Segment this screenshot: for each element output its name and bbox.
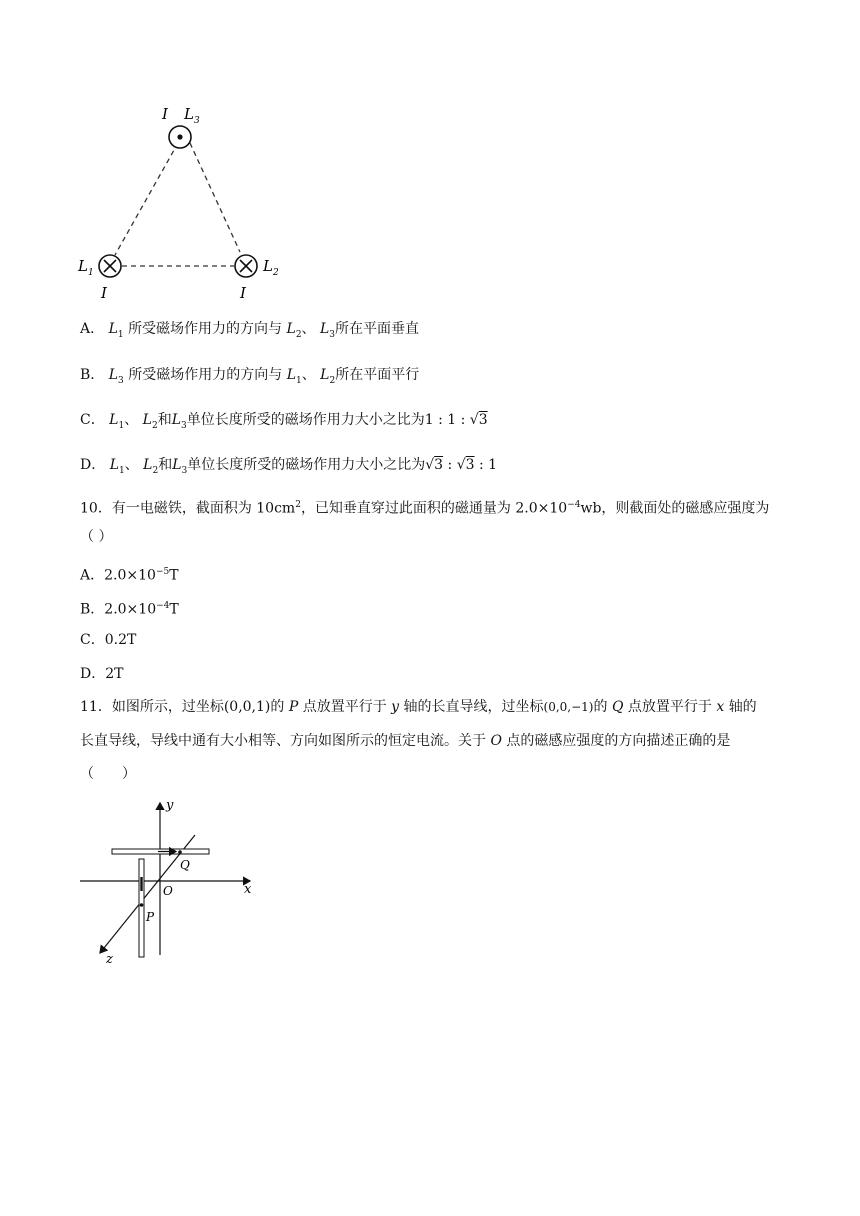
wire-p-vertical: [139, 859, 144, 957]
label-x: x: [244, 882, 252, 897]
q11-stem-line2: 长直导线，导线中通有大小相等、方向如图所示的恒定电流。关于 O 点的磁感应强度的方向描述正确的是: [80, 733, 731, 749]
q10-option-b: B．$2.0\times 10^{-4}T$: [80, 601, 179, 618]
wire-l2-in-icon: [235, 255, 257, 277]
q9-option-b: B． $L_3$ 所受磁场作用力的方向与 $L_1$、 $L_2$所在平面平行: [80, 367, 420, 386]
label-left-current: I: [101, 284, 107, 302]
label-top-current: I: [162, 105, 168, 123]
label-y: y: [166, 798, 174, 813]
label-o: O: [163, 884, 173, 898]
three-wires-figure: [70, 95, 310, 310]
label-right-current: I: [240, 284, 246, 302]
q10-stem-line1: 10．有一电磁铁，截面积为 $10cm^2$，已知垂直穿过此面积的磁通量为 $2.0\times 10^{-4}wb$，则截面处的磁感应强度为: [80, 500, 770, 517]
label-top-wire: $L_3$: [184, 105, 200, 126]
q10-option-d: D．2T: [80, 666, 124, 682]
label-left-wire: $L_1$: [78, 257, 94, 278]
coordinate-wires-figure: [70, 795, 270, 975]
wire-l1-in-icon: [99, 255, 121, 277]
q9-option-a: A． $L_1$ 所受磁场作用力的方向与 $L_2$、 $L_3$所在平面垂直: [80, 321, 420, 340]
q11-stem-line3: （ ）: [80, 766, 136, 782]
point-q: [178, 850, 182, 854]
dashed-edge-right: [190, 143, 240, 252]
label-z: z: [106, 952, 113, 967]
q10-option-a: A．$2.0\times 10^{-5}T$: [80, 567, 179, 584]
q10-option-c: C．0.2T: [80, 632, 137, 648]
point-p: [140, 903, 144, 907]
label-p: P: [146, 910, 155, 924]
q9-option-d: D． $L_1$、 $L_2$和$L_3$单位长度所受的磁场作用力大小之比为√3 : √3 : 1: [80, 457, 498, 476]
q11-stem-line1: 11．如图所示，过坐标(0,0,1)的 P 点放置平行于 y 轴的长直导线，过坐标(0,0,−1)的 Q 点放置平行于 x 轴的: [80, 699, 757, 715]
wire-l3-out-icon: [169, 126, 191, 148]
q10-stem-line2: （ ）: [80, 529, 113, 545]
label-right-wire: $L_2$: [263, 257, 279, 278]
sqrt-icon: √: [469, 412, 479, 428]
dashed-edge-left: [115, 143, 178, 255]
q9-option-c: C． $L_1$、 $L_2$和$L_3$单位长度所受的磁场作用力大小之比为1 : 1 : √3: [80, 412, 488, 431]
label-q: Q: [180, 858, 190, 872]
sqrt-icon: √: [456, 457, 466, 473]
sqrt-icon: √: [425, 457, 435, 473]
